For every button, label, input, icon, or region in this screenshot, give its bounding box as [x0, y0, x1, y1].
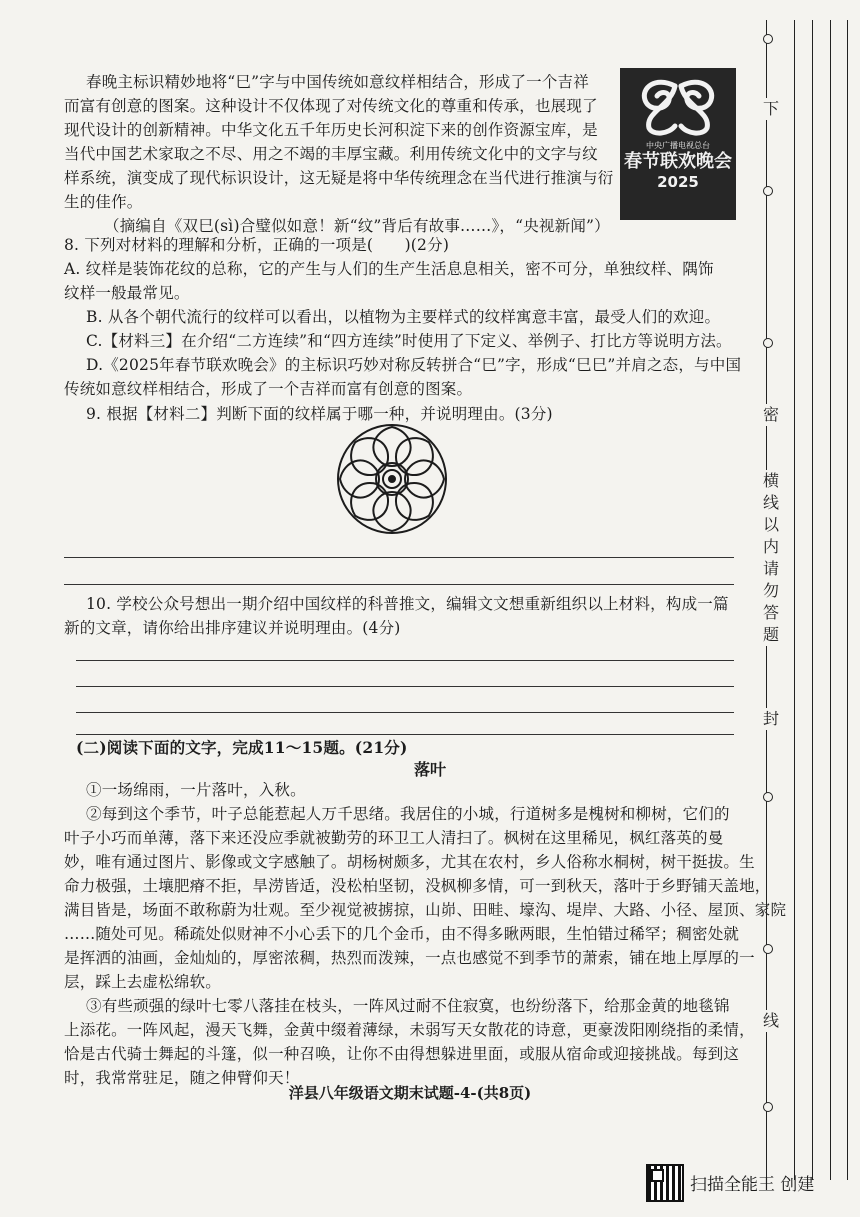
binding-label-xia: 下 [762, 99, 779, 118]
article-line: ……随处可见。稀疏处似财神不小心丢下的几个金币，由不得多瞅两眼，生怕错过稀罕；稠密处就 [64, 925, 740, 943]
q9-stem: 9. 根据【材料二】判断下面的纹样属于哪一种，并说明理由。(3分) [86, 405, 553, 423]
section-heading: (二)阅读下面的文字，完成11～15题。(21分) [76, 738, 408, 757]
binding-hole [763, 792, 773, 802]
answer-line[interactable] [76, 660, 734, 661]
binding-rail [830, 20, 831, 1180]
article-line: ③有些顽强的绿叶七零八落挂在枝头，一阵风过耐不住寂寞，也纷纷落下，给那金黄的地毯锦 [86, 997, 730, 1015]
answer-line[interactable] [76, 712, 734, 713]
article-line: 满目皆是，场面不敢称蔚为壮观。至少视觉被掳掠，山峁、田畦、壕沟、堤岸、大路、小径、屋顶、家院 [64, 901, 787, 919]
gala-logo [620, 68, 736, 220]
binding-label-mi: 密 [762, 405, 779, 424]
article-line: 恰是古代骑士舞起的斗篷，似一种召唤，让你不由得想躲进里面，或服从宿命或迎接挑战。每到这 [64, 1045, 740, 1063]
q8-option: A. 纹样是装饰花纹的总称，它的产生与人们的生产生活息息相关，密不可分，单独纹样、隅饰 [64, 260, 714, 278]
source-citation: （摘编自《双巳(sì)合璧似如意！新“纹”背后有故事……》，“央视新闻”） [104, 217, 610, 235]
article-line: 时，我常常驻足，随之伸臂仰天！ [64, 1069, 300, 1087]
binding-label-feng: 封 [762, 709, 779, 728]
article-line: ①一场绵雨，一片落叶，入秋。 [86, 781, 306, 799]
logo-name: 春节联欢晚会 [624, 151, 732, 172]
answer-line[interactable] [76, 734, 734, 735]
intro-line: 当代中国艺术家取之不尽、用之不竭的丰厚宝藏。利用传统文化中的文字与纹 [64, 145, 598, 163]
binding-hole [763, 1102, 773, 1112]
scanner-watermark: 扫描全能王 创建 [690, 1175, 815, 1195]
binding-rail [794, 20, 795, 1180]
answer-line[interactable] [64, 584, 734, 585]
qr-code-icon [646, 1164, 684, 1202]
flower-pattern-icon [333, 420, 451, 538]
q8-option: 传统如意纹样相结合，形成了一个吉祥而富有创意的图案。 [64, 380, 473, 398]
q10-stem: 新的文章，请你给出排序建议并说明理由。(4分) [64, 619, 401, 637]
article-line: 妙，唯有通过图片、影像或文字感触了。胡杨树颇多，尤其在农村，乡人俗称水桐树，树干挺拔。生 [64, 853, 755, 871]
article-title: 落叶 [413, 760, 446, 779]
article-line: 上添花。一阵风起，漫天飞舞，金黄中缀着薄绿，未弱写天女散花的诗意，更豪泼阳刚绕指的柔情， [64, 1021, 755, 1039]
logo-org: 中央广播电视总台 [646, 141, 710, 150]
q8-option: C.【材料三】在介绍“二方连续”和“四方连续”时使用了下定义、举例子、打比方等说明方法。 [86, 332, 732, 350]
double-si-icon [635, 76, 721, 138]
binding-label-xian: 线 [762, 1011, 779, 1030]
logo-year: 2025 [657, 173, 699, 191]
binding-hole [763, 338, 773, 348]
article-line: 命力极强，土壤肥瘠不拒，旱涝皆适，没松柏坚韧，没枫柳多情，可一到秋天，落叶于乡野铺天盖地， [64, 877, 771, 895]
intro-line: 生的佳作。 [64, 193, 143, 211]
intro-line: 现代设计的创新精神。中华文化五千年历史长河积淀下来的创作资源宝库，是 [64, 121, 598, 139]
answer-line[interactable] [64, 557, 734, 558]
intro-line: 春晚主标识精妙地将“巳”字与中国传统如意纹样相结合，形成了一个吉祥 [86, 73, 589, 91]
page-footer: 洋县八年级语文期末试题-4-(共8页) [288, 1084, 532, 1102]
q8-option: 纹样一般最常见。 [64, 284, 190, 302]
q8-option: D.《2025年春节联欢晚会》的主标识巧妙对称反转拼合“巳”字，形成“巳巳”并肩之态，与中国 [86, 356, 742, 374]
binding-hole [763, 944, 773, 954]
intro-line: 而富有创意的图案。这种设计不仅体现了对传统文化的尊重和传承，也展现了 [64, 97, 598, 115]
article-line: 叶子小巧而单薄，落下来还没应季就被勤劳的环卫工人清扫了。枫树在这里稀见，枫红落英的曼 [64, 829, 724, 847]
binding-rail [812, 20, 813, 1180]
binding-hole [763, 186, 773, 196]
binding-notice: 横线以内请勿答题 [762, 471, 779, 644]
article-line: 层，踩上去虚松绵软。 [64, 973, 222, 991]
answer-line[interactable] [76, 686, 734, 687]
binding-hole [763, 34, 773, 44]
q10-stem: 10. 学校公众号想出一期介绍中国纹样的科普推文，编辑文文想重新组织以上材料，构成一篇 [86, 595, 729, 613]
q8-option: B. 从各个朝代流行的纹样可以看出，以植物为主要样式的纹样寓意丰富，最受人们的欢迎。 [86, 308, 721, 326]
binding-rail [847, 20, 848, 1180]
article-line: ②每到这个季节，叶子总能惹起人万千思绪。我居住的小城，行道树多是槐树和柳树，它们的 [86, 805, 730, 823]
article-line: 是挥洒的油画，金灿灿的，厚密浓稠，热烈而泼辣，一点也感觉不到季节的萧索，铺在地上厚厚的一 [64, 949, 755, 967]
q8-stem: 8. 下列对材料的理解和分析，正确的一项是( )(2分) [64, 236, 450, 254]
intro-line: 样系统，演变成了现代标识设计，这无疑是将中华传统理念在当代进行推演与衍 [64, 169, 614, 187]
